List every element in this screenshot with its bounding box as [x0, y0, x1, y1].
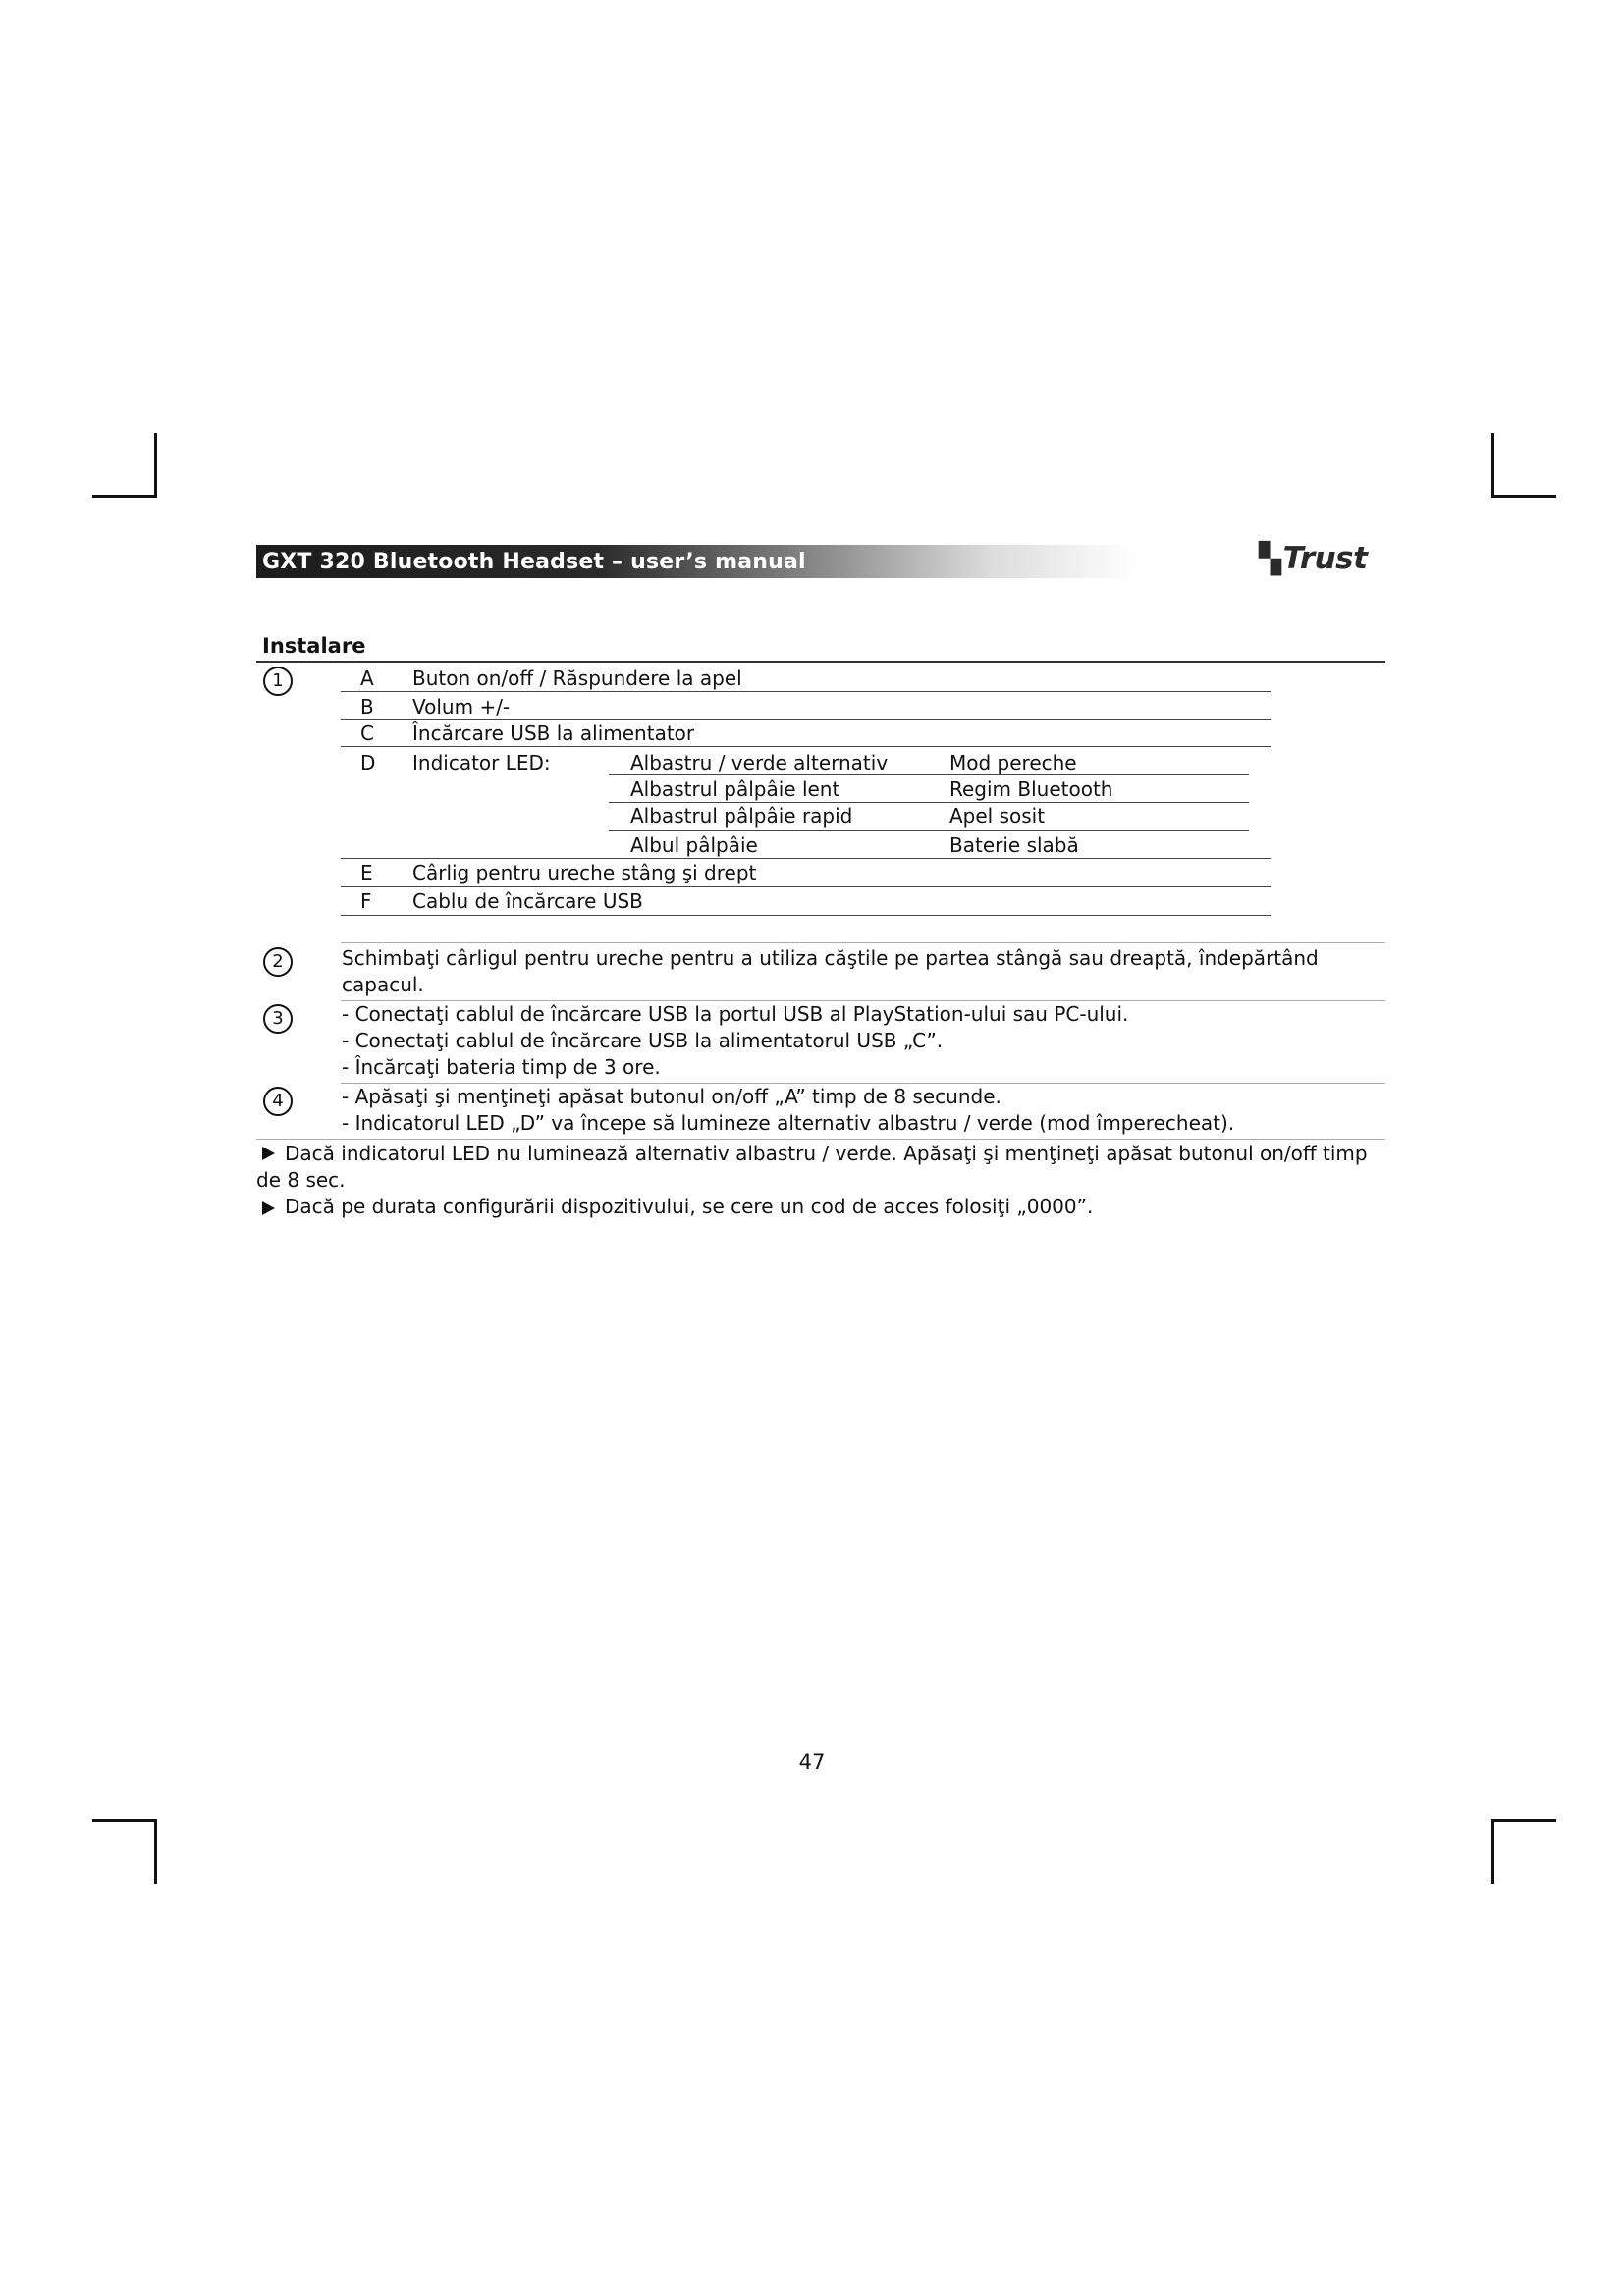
parts-row-divider — [341, 886, 1271, 887]
led-row-divider — [609, 802, 1249, 803]
led-state-1: Albastru / verde alternativ — [630, 751, 889, 774]
part-label-a: Buton on/off / Răspundere la apel — [412, 667, 742, 690]
step-3-number: 3 — [263, 1004, 293, 1034]
crop-mark-bottom-right-horizontal — [1491, 1819, 1556, 1822]
led-row-divider — [609, 774, 1249, 775]
step-divider — [256, 1139, 1385, 1140]
manual-title: GXT 320 Bluetooth Headset – user’s manual — [262, 550, 806, 574]
part-label-c: Încărcare USB la alimentator — [412, 721, 695, 745]
crop-mark-top-right-vertical — [1491, 433, 1494, 498]
part-label-e: Cârlig pentru ureche stâng şi drept — [412, 861, 757, 884]
part-label-b: Volum +/- — [412, 695, 511, 719]
step-divider — [341, 942, 1385, 943]
crop-mark-top-left-horizontal — [92, 495, 157, 498]
part-letter-c: C — [360, 721, 374, 745]
part-letter-f: F — [360, 889, 372, 913]
crop-mark-bottom-left-vertical — [154, 1819, 157, 1884]
part-letter-b: B — [360, 695, 374, 719]
step-divider — [341, 1000, 1385, 1001]
crop-mark-bottom-right-vertical — [1491, 1819, 1494, 1884]
note-2-line-1: Dacă pe durata configurării dispozitivului, se cere un cod de acces folosiţi „0000”. — [285, 1195, 1094, 1218]
parts-row-divider — [341, 691, 1271, 692]
note-1-line-1: Dacă indicatorul LED nu luminează alternativ albastru / verde. Apăsaţi şi menţineţi apăsat butonul on/off timp — [285, 1142, 1368, 1165]
part-letter-e: E — [360, 861, 373, 884]
crop-mark-top-left-vertical — [154, 433, 157, 498]
led-state-4: Albul pâlpâie — [630, 833, 758, 857]
step-4-line-1: - Apăsaţi şi menţineţi apăsat butonul on/off „A” timp de 8 secunde. — [342, 1085, 1001, 1108]
part-label-f: Cablu de încărcare USB — [412, 889, 643, 913]
step-4-line-2: - Indicatorul LED „D” va începe să lumineze alternativ albastru / verde (mod împerecheat). — [342, 1111, 1235, 1135]
step-3-line-3: - Încărcaţi bateria timp de 3 ore. — [342, 1055, 661, 1079]
step-2-line-2: capacul. — [342, 973, 424, 996]
brand-name: Trust — [1282, 541, 1368, 576]
led-state-2: Albastrul pâlpâie lent — [630, 777, 840, 801]
parts-row-divider — [341, 858, 1271, 859]
crop-mark-top-right-horizontal — [1491, 495, 1556, 498]
led-meaning-1: Mod pereche — [949, 751, 1077, 774]
part-label-d: Indicator LED: — [412, 751, 551, 774]
parts-row-divider — [341, 746, 1271, 747]
step-1-number: 1 — [263, 667, 293, 696]
trust-logo — [1259, 539, 1367, 578]
led-meaning-3: Apel sosit — [949, 804, 1046, 828]
arrow-right-icon — [262, 1201, 275, 1215]
note-1-line-2: de 8 sec. — [256, 1168, 346, 1192]
parts-row-divider — [341, 719, 1271, 720]
step-2-number: 2 — [263, 947, 293, 977]
step-divider — [341, 1083, 1385, 1084]
step-3-line-1: - Conectaţi cablul de încărcare USB la portul USB al PlayStation-ului sau PC-ului. — [342, 1002, 1129, 1026]
step-2-line-1: Schimbaţi cârligul pentru ureche pentru a utiliza căştile pe partea stângă sau dreaptă, îndepărtând — [342, 946, 1319, 970]
part-letter-a: A — [360, 667, 374, 690]
section-title: Instalare — [262, 634, 366, 658]
led-meaning-4: Baterie slabă — [949, 833, 1079, 857]
page-number: 47 — [798, 1750, 826, 1774]
arrow-right-icon — [262, 1147, 275, 1160]
led-state-3: Albastrul pâlpâie rapid — [630, 804, 853, 828]
led-meaning-2: Regim Bluetooth — [949, 777, 1113, 801]
part-letter-d: D — [360, 751, 376, 774]
crop-mark-bottom-left-horizontal — [92, 1819, 157, 1822]
page-header-bar — [256, 545, 1385, 578]
trust-logo-icon: ▚ — [1259, 541, 1281, 576]
led-row-divider — [609, 830, 1249, 831]
parts-row-divider — [341, 915, 1271, 916]
section-title-rule — [256, 661, 1385, 663]
step-4-number: 4 — [263, 1087, 293, 1116]
step-3-line-2: - Conectaţi cablul de încărcare USB la alimentatorul USB „C”. — [342, 1029, 944, 1052]
